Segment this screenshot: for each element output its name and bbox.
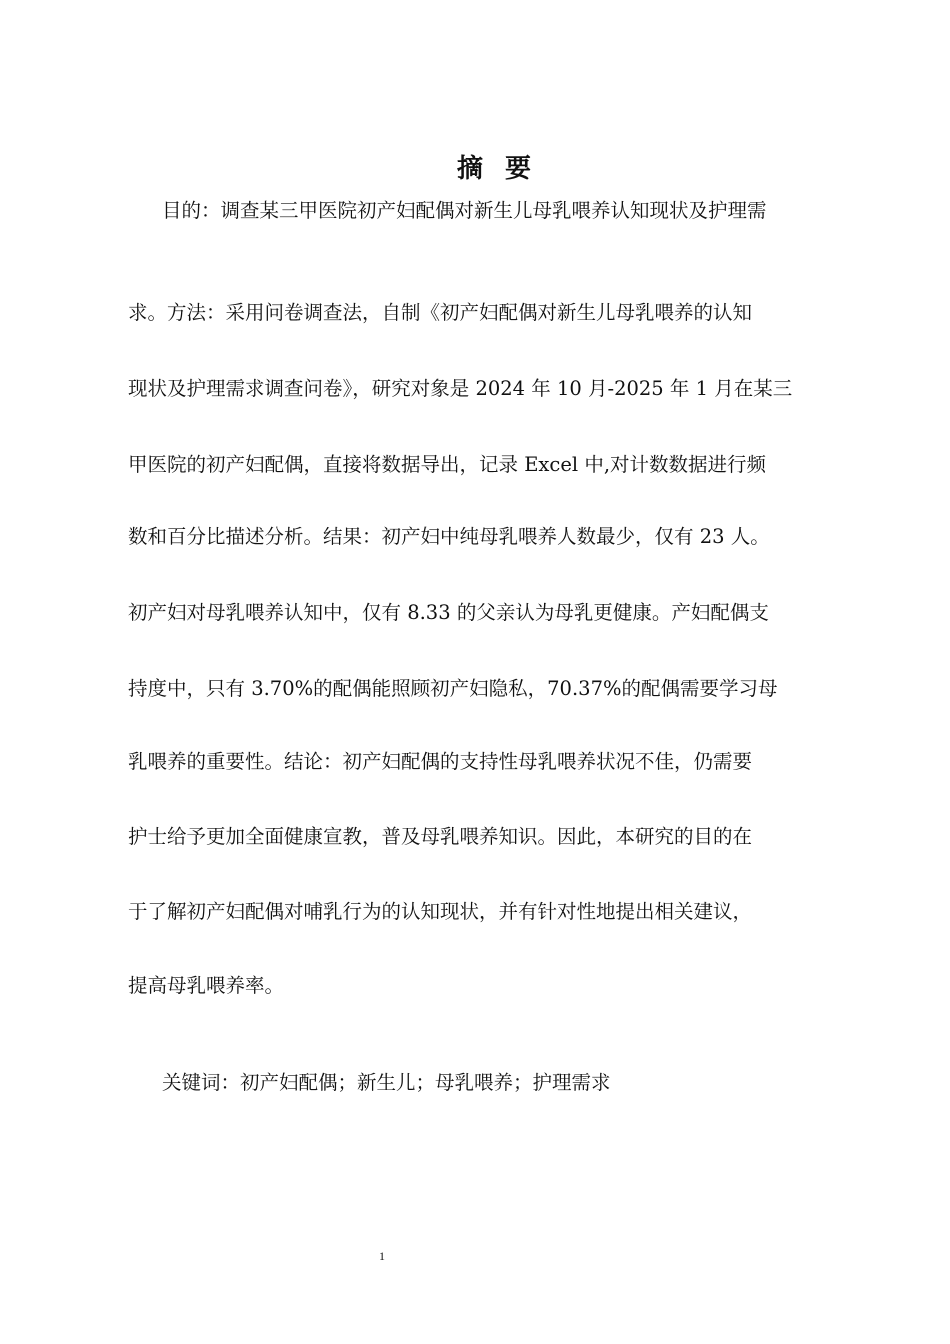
abstract-line: 初产妇对母乳喂养认知中，仅有 8.33 的父亲认为母乳更健康。产妇配偶支 <box>128 601 769 624</box>
abstract-heading <box>0 148 950 185</box>
abstract-line: 数和百分比描述分析。结果：初产妇中纯母乳喂养人数最少，仅有 23 人。 <box>128 525 770 548</box>
abstract-line: 提高母乳喂养率。 <box>128 974 285 997</box>
abstract-line: 甲医院的初产妇配偶，直接将数据导出，记录 Excel 中,对计数数据进行频 <box>128 453 767 476</box>
page-number: 1 <box>379 1249 385 1263</box>
abstract-line: 求。方法：采用问卷调查法，自制《初产妇配偶对新生儿母乳喂养的认知 <box>128 301 753 324</box>
heading-char-1: 摘 <box>456 154 483 184</box>
keywords-text: 初产妇配偶；新生儿；母乳喂养；护理需求 <box>240 1071 611 1094</box>
abstract-line: 于了解初产妇配偶对哺乳行为的认知现状，并有针对性地提出相关建议， <box>128 900 753 923</box>
keywords <box>162 1068 611 1098</box>
abstract-line: 现状及护理需求调查问卷》，研究对象是 2024 年 10 月-2025 年 1 月在某三 <box>128 377 793 400</box>
abstract-line: 持度中，只有 3.70%的配偶能照顾初产妇隐私，70.37%的配偶需要学习母 <box>128 677 778 700</box>
heading-char-2: 要 <box>505 154 532 184</box>
keywords-label: 关键词： <box>162 1071 241 1094</box>
abstract-line: 护士给予更加全面健康宣教，普及母乳喂养知识。因此，本研究的目的在 <box>128 825 753 848</box>
abstract-line: 乳喂养的重要性。结论：初产妇配偶的支持性母乳喂养状况不佳，仍需要 <box>128 750 753 773</box>
abstract-line: 目的：调查某三甲医院初产妇配偶对新生儿母乳喂养认知现状及护理需 <box>162 199 767 222</box>
